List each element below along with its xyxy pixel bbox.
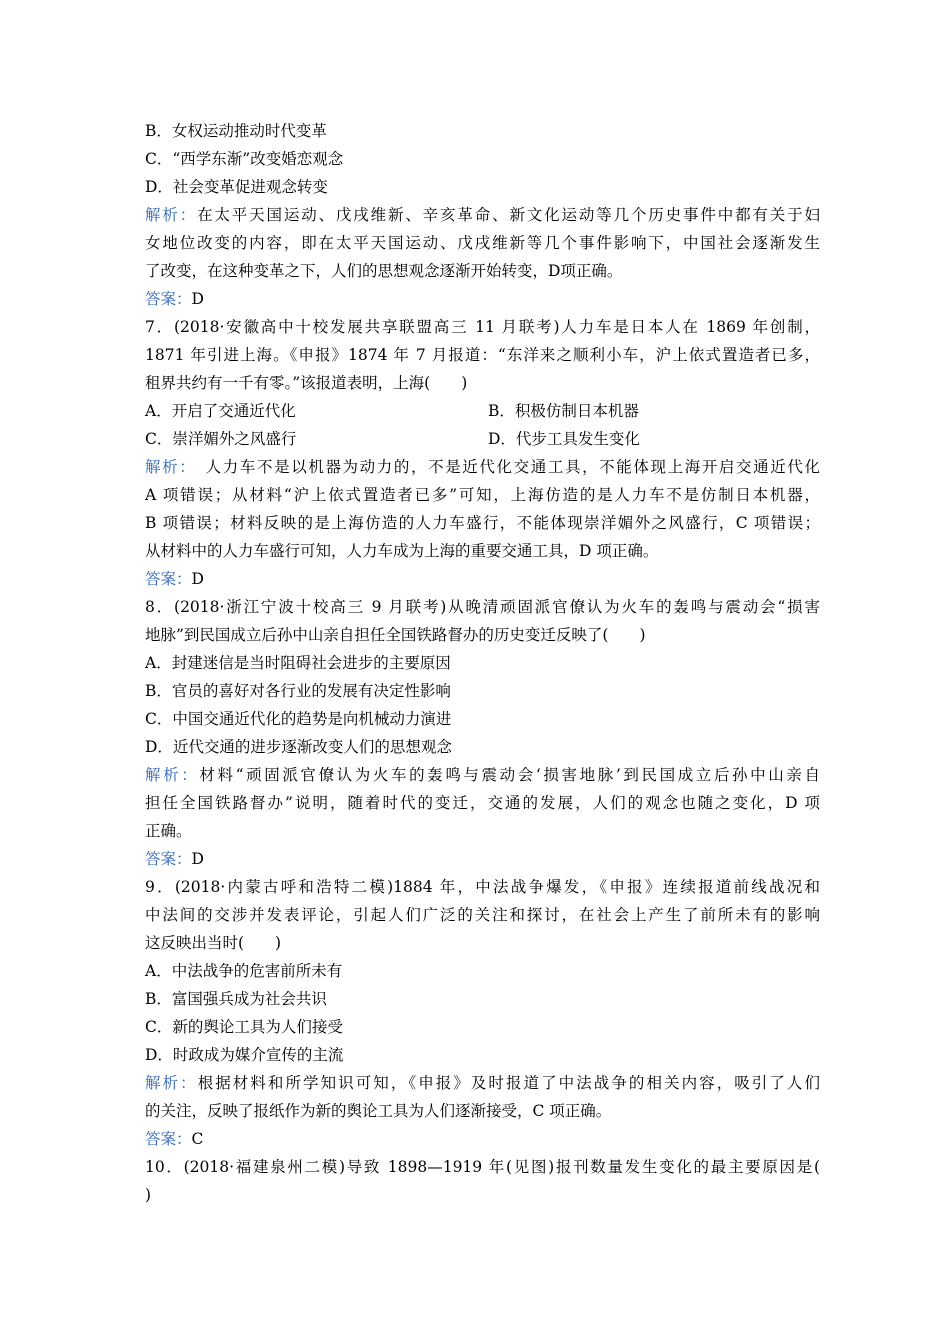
answer-line <box>145 569 820 589</box>
line-text: 9．(2018·内蒙古呼和浩特二模)1884 年，中法战争爆发，《申报》连续报道前线战况和 <box>145 878 820 896</box>
line-text: 材料“顽固派官僚认为火车的轰鸣与震动会‘损害地脉’到民国成立后孙中山亲自 <box>199 766 820 784</box>
analysis-line <box>145 457 820 477</box>
line-text: D <box>191 850 204 868</box>
option-right: D．代步工具发生变化 <box>488 430 640 448</box>
text-line <box>145 709 820 729</box>
text-line <box>145 625 820 645</box>
text-line <box>145 233 820 253</box>
text-line <box>145 793 820 813</box>
answer-line <box>145 849 820 869</box>
text-line <box>145 933 820 953</box>
text-line <box>145 821 820 841</box>
text-line <box>145 1157 820 1177</box>
analysis-line <box>145 205 820 225</box>
line-text: A．中法战争的危害前所未有 <box>145 962 343 980</box>
line-text: 这反映出当时( ) <box>145 934 282 952</box>
answer-label: 答案： <box>145 290 192 308</box>
line-text: 担任全国铁路督办”说明，随着时代的变迁，交通的发展，人们的观念也随之变化，D 项 <box>145 794 820 812</box>
line-text: 了改变，在这种变革之下，人们的思想观念逐渐开始转变，D项正确。 <box>145 262 623 280</box>
text-line <box>145 513 820 533</box>
answer-label: 答案： <box>145 1130 192 1148</box>
line-text: 1871 年引进上海。《申报》1874 年 7 月报道：“东洋来之顺利小车，沪上依式置造者已多， <box>145 346 820 364</box>
line-text: B 项错误；材料反映的是上海仿造的人力车盛行，不能体现崇洋媚外之风盛行，C 项错误； <box>145 514 820 532</box>
line-text: C <box>191 1130 204 1148</box>
text-line <box>145 345 820 365</box>
text-line <box>145 877 820 897</box>
line-text: B．富国强兵成为社会共识 <box>145 990 327 1008</box>
text-line <box>145 597 820 617</box>
text-line <box>145 149 820 169</box>
answer-label: 答案： <box>145 850 192 868</box>
line-text: 中法间的交涉并发表评论，引起人们广泛的关注和探讨，在社会上产生了前所未有的影响 <box>145 906 820 924</box>
line-text: C．新的舆论工具为人们接受 <box>145 1018 343 1036</box>
line-text: A．封建迷信是当时阻碍社会进步的主要原因 <box>145 654 451 672</box>
text-line <box>145 1045 820 1065</box>
option-right: B．积极仿制日本机器 <box>488 402 639 420</box>
line-text: 10．(2018·福建泉州二模)导致 1898—1919 年(见图)报刊数量发生变化的最主要原因是( <box>145 1158 820 1176</box>
analysis-label: 解析： <box>145 206 198 224</box>
analysis-line <box>145 765 820 785</box>
line-text: B．官员的喜好对各行业的发展有决定性影响 <box>145 682 451 700</box>
text-line <box>145 653 820 673</box>
text-line <box>145 373 820 393</box>
text-line <box>145 429 820 449</box>
line-text: 的关注，反映了报纸作为新的舆论工具为人们逐渐接受，C 项正确。 <box>145 1102 612 1120</box>
text-line <box>145 485 820 505</box>
text-line <box>145 121 820 141</box>
line-text: 正确。 <box>145 822 192 840</box>
text-line <box>145 905 820 925</box>
text-line <box>145 401 820 421</box>
line-text: 8．(2018·浙江宁波十校高三 9 月联考)从晚清顽固派官僚认为火车的轰鸣与震动会“损害 <box>145 598 820 616</box>
line-text: C．崇洋媚外之风盛行 <box>145 430 297 448</box>
line-text: C．中国交通近代化的趋势是向机械动力演进 <box>145 710 452 728</box>
text-line <box>145 177 820 197</box>
line-text: C．“西学东渐”改变婚恋观念 <box>145 150 344 168</box>
line-text: 在太平天国运动、戊戌维新、辛亥革命、新文化运动等几个历史事件中都有关于妇 <box>197 206 820 224</box>
analysis-label: 解析： <box>145 458 189 476</box>
text-line <box>145 681 820 701</box>
text-line <box>145 737 820 757</box>
text-line <box>145 1101 820 1121</box>
analysis-label: 解析： <box>145 1074 198 1092</box>
line-text: A 项错误；从材料“沪上依式置造者已多”可知，上海仿造的是人力车不是仿制日本机器， <box>145 486 820 504</box>
line-text: D．近代交通的进步逐渐改变人们的思想观念 <box>145 738 452 756</box>
line-text: D <box>191 570 204 588</box>
line-text: A．开启了交通近代化 <box>145 402 296 420</box>
line-text: 根据材料和所学知识可知，《申报》及时报道了中法战争的相关内容，吸引了人们 <box>197 1074 820 1092</box>
answer-line <box>145 1129 820 1149</box>
analysis-line <box>145 1073 820 1093</box>
line-text: D．社会变革促进观念转变 <box>145 178 328 196</box>
text-line <box>145 1017 820 1037</box>
analysis-label: 解析： <box>145 766 200 784</box>
line-text: 7．(2018·安徽高中十校发展共享联盟高三 11 月联考)人力车是日本人在 1869 年创制， <box>145 318 820 336</box>
text-line <box>145 989 820 1009</box>
text-line <box>145 961 820 981</box>
line-text: 地脉”到民国成立后孙中山亲自担任全国铁路督办的历史变迁反映了( ) <box>145 626 646 644</box>
answer-line <box>145 289 820 309</box>
text-line <box>145 541 820 561</box>
answer-label: 答案： <box>145 570 192 588</box>
line-text: 从材料中的人力车盛行可知，人力车成为上海的重要交通工具，D 项正确。 <box>145 542 659 560</box>
line-text: ) <box>145 1186 152 1204</box>
line-text: 租界共约有一千有零。”该报道表明，上海( ) <box>145 374 468 392</box>
text-line <box>145 317 820 337</box>
line-text: 女地位改变的内容，即在太平天国运动、戊戌维新等几个事件影响下，中国社会逐渐发生 <box>145 234 820 252</box>
line-text: D <box>191 290 204 308</box>
line-text: 人力车不是以机器为动力的，不是近代化交通工具，不能体现上海开启交通近代化 <box>188 458 820 476</box>
line-text: D．时政成为媒介宣传的主流 <box>145 1046 344 1064</box>
line-text: B．女权运动推动时代变革 <box>145 122 327 140</box>
text-line <box>145 1185 820 1205</box>
text-line <box>145 261 820 281</box>
